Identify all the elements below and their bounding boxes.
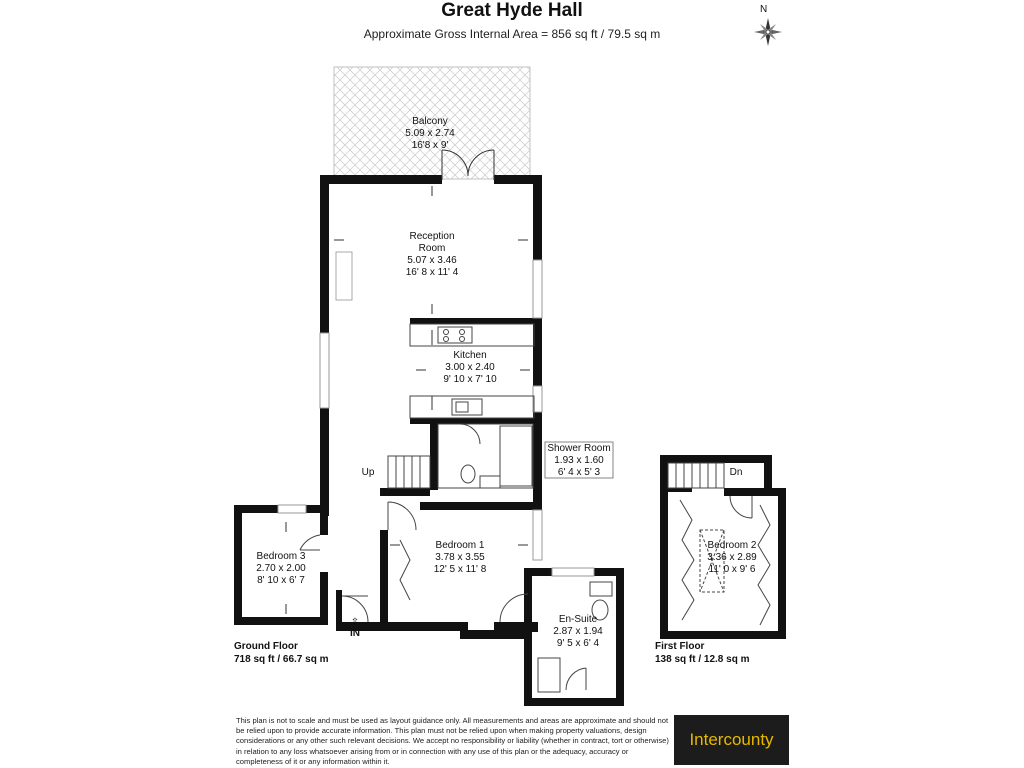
- reception-name-line2: Room: [418, 243, 446, 254]
- entrance-arrow-icon: ⇧: [350, 617, 360, 628]
- ensuite-name: En-Suite: [558, 614, 598, 625]
- ensuite-metric: 2.87 x 1.94: [553, 626, 603, 637]
- bedroom1-imperial: 12' 5 x 11' 8: [433, 564, 487, 575]
- stairs-down-label: Dn: [729, 467, 743, 478]
- stairs-up-label: Up: [361, 467, 375, 478]
- page-title: Great Hyde Hall: [441, 0, 583, 21]
- compass-north-label: N: [760, 4, 768, 15]
- reception-label: [382, 231, 482, 279]
- reception-name-line1: Reception: [409, 231, 455, 242]
- shower-room-metric: 1.93 x 1.60: [554, 455, 604, 466]
- kitchen-name: Kitchen: [453, 350, 487, 361]
- reception-imperial: 16' 8 x 11' 4: [405, 267, 459, 278]
- kitchen-imperial: 9' 10 x 7' 10: [443, 374, 497, 385]
- ground-stairs: [388, 456, 430, 488]
- ground-floor-name: Ground Floor: [234, 641, 298, 652]
- bedroom3-name: Bedroom 3: [256, 551, 306, 562]
- kitchen-label: [420, 350, 520, 386]
- balcony-name: Balcony: [412, 116, 448, 127]
- balcony-imperial: 16'8 x 9': [411, 140, 449, 151]
- balcony-label: [380, 116, 480, 152]
- bedroom2-label: [692, 540, 772, 576]
- kitchen-metric: 3.00 x 2.40: [445, 362, 495, 373]
- bedroom2-metric: 3.36 x 2.89: [707, 552, 757, 563]
- first-floor-name: First Floor: [655, 641, 705, 652]
- intercounty-logo: [674, 715, 789, 765]
- area-subtitle: Approximate Gross Internal Area = 856 sq ft / 79.5 sq m: [363, 27, 661, 41]
- bedroom1-metric: 3.78 x 3.55: [435, 552, 485, 563]
- logo-text: Intercounty: [689, 730, 774, 749]
- ground-floor-area: 718 sq ft / 66.7 sq m: [234, 654, 329, 665]
- bedroom3-label: [238, 551, 324, 587]
- bedroom3-metric: 2.70 x 2.00: [256, 563, 306, 574]
- shower-room-name: Shower Room: [547, 443, 611, 454]
- bedroom1-name: Bedroom 1: [435, 540, 485, 551]
- entrance-label: IN: [350, 628, 360, 639]
- bedroom1-label: [410, 540, 510, 576]
- bedroom3-fittings: [300, 535, 320, 550]
- bedroom3-imperial: 8' 10 x 6' 7: [257, 575, 305, 586]
- shower-room-label: [545, 443, 613, 479]
- bedroom2-name: Bedroom 2: [707, 540, 757, 551]
- reception-metric: 5.07 x 3.46: [407, 255, 457, 266]
- ground-floor-label: [234, 640, 329, 666]
- disclaimer-text: This plan is not to scale and must be used as layout guidance only. All measurements and areas are approximate and should not be relied upon to provide accurate information. This plan must not be relied upon when making property valuations, design considerations or any other such relevant decisions. We accept no responsibility or liability (whether in contract, tort or otherwise) in relation to any loss whatsoever arising from or in connection with any use of this plan or the adequacy, accuracy or completeness of it or any information within it.: [236, 716, 669, 766]
- ensuite-label: [540, 614, 616, 650]
- bedroom2-imperial: 11' 0 x 9' 6: [708, 564, 756, 575]
- ensuite-imperial: 9' 5 x 6' 4: [556, 638, 600, 649]
- shower-room-imperial: 6' 4 x 5' 3: [557, 467, 601, 478]
- first-floor-label: [655, 640, 750, 666]
- shower-room-fittings: [438, 424, 533, 488]
- balcony-metric: 5.09 x 2.74: [405, 128, 455, 139]
- first-floor-area: 138 sq ft / 12.8 sq m: [655, 654, 750, 665]
